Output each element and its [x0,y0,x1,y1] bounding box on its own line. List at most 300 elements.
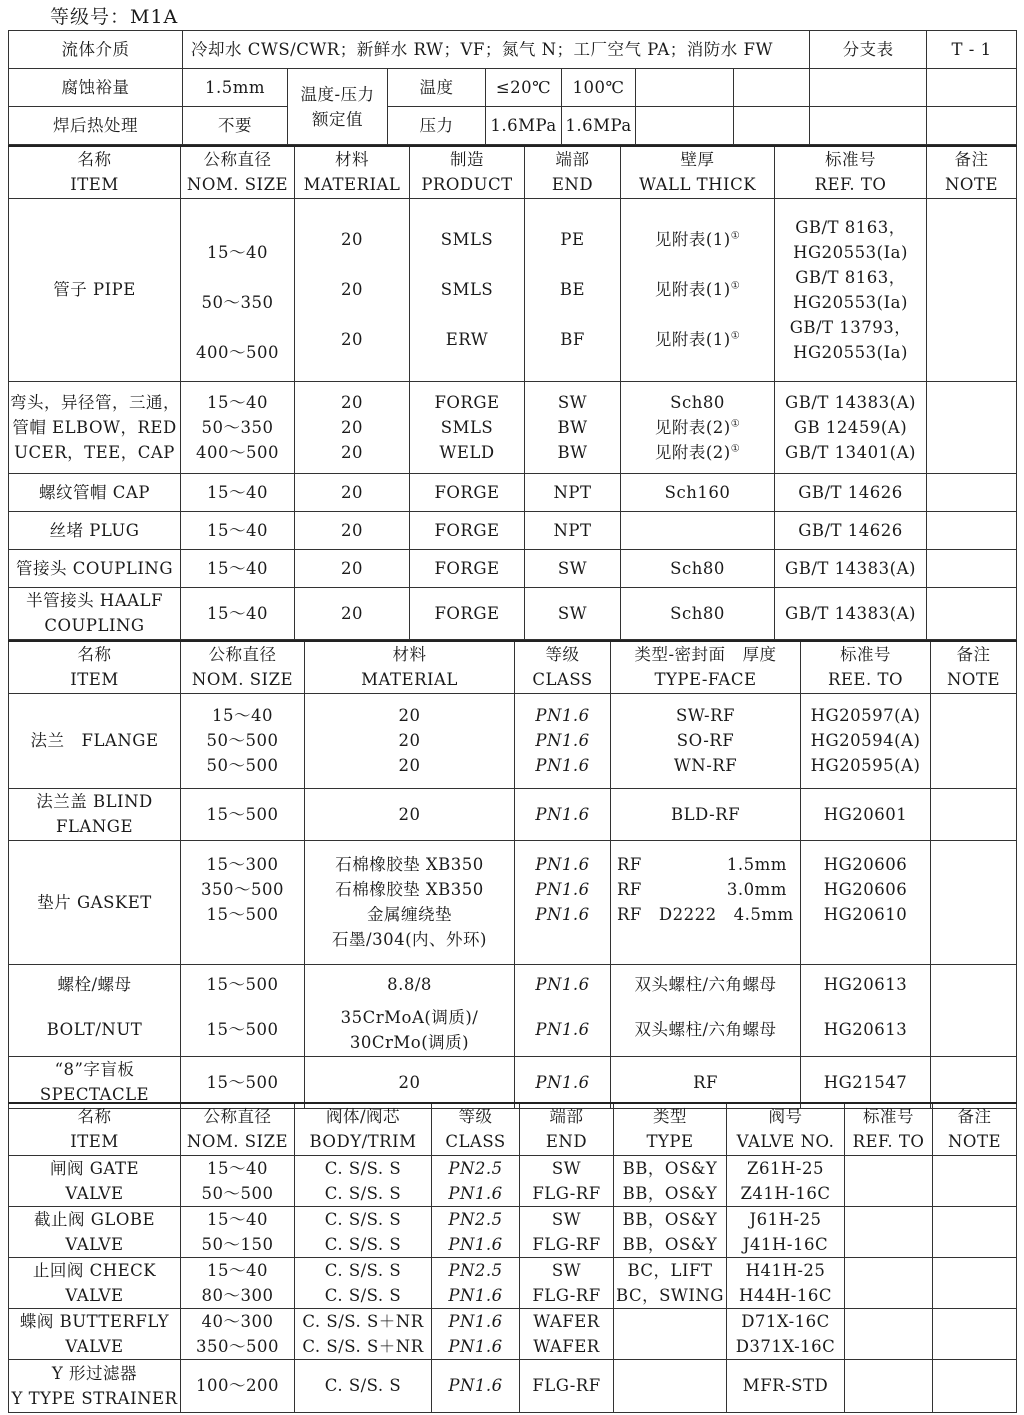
table-cell [181,1155,295,1206]
cell-text: 等级 [458,1107,493,1127]
table-cell: 螺栓/螺母 [9,964,181,1004]
cell-text: SMLS [440,230,494,249]
size-cell [181,198,295,381]
cell-text: 弯头，异径管，三通， [10,392,180,412]
pipe-fittings-table [8,145,1017,640]
cell-text: 15～40 [207,392,268,412]
table-cell: 法兰 FLANGE [9,693,181,788]
table-cell [432,1206,520,1257]
table-cell: GB/T 14383(A) [775,587,927,639]
table-cell: 20 [305,788,515,840]
cell-text: 公称直径 [203,150,272,170]
cell-text: C. S/S. S [324,1234,402,1254]
cell-text: 20 [341,442,363,462]
cell-text: UCER，TEE，CAP [14,442,175,462]
cell-text: 50～500 [201,1183,274,1203]
cell-text: 名称 [77,645,112,665]
cell-text: END [545,1132,588,1152]
cell-text: SW [557,392,588,412]
table-row [9,549,1017,587]
table-cell [9,1056,181,1108]
cell-text: 半管接头 HAALF [26,591,163,610]
table-row [9,587,1017,639]
table-cell [931,788,1017,840]
cell-text: 温度-压力 [300,84,375,104]
table-row [9,1308,1017,1359]
cell-text: REE. TO [827,670,904,690]
table-cell [181,1103,295,1155]
cell-text: BODY/TRIM [309,1132,417,1152]
pressure-value-1: 1.6MPa [486,107,562,145]
cell-text: PN1.6 [448,1311,503,1331]
cell-text: VALVE [65,1336,124,1356]
cell-text: 闸阀 GATE [50,1158,139,1178]
table-cell [927,549,1017,587]
table-row [9,788,1017,840]
cell-text: 50～500 [206,756,279,775]
cell-text: 阀号 [768,1107,803,1127]
cell-text: RF 3.0mm [617,880,787,899]
table-cell [520,1257,614,1308]
cell-text: 标准号 [825,150,876,170]
cell-text: PN2.5 [448,1209,503,1229]
cell-text: WAFER [533,1311,600,1331]
cell-text: 名称 [77,150,112,170]
cell-text: SO-RF [676,731,735,750]
table-cell [845,1257,933,1308]
cell-text: SMLS [440,417,494,437]
cell-text: NOM. SIZE [191,670,294,690]
cell-text: NOM. SIZE [186,175,289,195]
cell-text: 类型-密封面 厚度 [634,645,777,665]
table-cell: GB/T 14626 [775,473,927,511]
table-row [9,1155,1017,1206]
cell-text: PN2.5 [448,1260,503,1280]
table-cell [621,511,775,549]
cell-text: PN1.6 [535,905,590,924]
table-cell [614,1155,727,1206]
table-cell: FORGE [410,473,525,511]
cell-text: FORGE [434,392,500,412]
table-cell [614,1103,727,1155]
cell-text: REF. TO [852,1132,925,1152]
col-end [525,146,621,198]
table-cell: 15～40 [181,473,295,511]
table-cell: NPT [525,473,621,511]
cell-text: PN1.6 [535,855,590,874]
table-cell [933,1257,1017,1308]
cell-text: ① [730,443,741,454]
cell-text: 端部 [555,150,590,170]
table-cell [611,693,801,788]
table-row [9,1056,1017,1108]
table-cell [727,1206,845,1257]
table-cell [927,107,1017,145]
cell-text: HG20606 [823,855,908,874]
table-cell: HG20601 [801,788,931,840]
note-cell [927,198,1017,381]
table-cell: PN1.6 [515,964,611,1004]
cell-text: 400～500 [196,342,279,362]
cell-text: VALVE [65,1183,124,1203]
cell-text: 40～300 [201,1311,274,1331]
table-cell [845,1103,933,1155]
pressure-value-2: 1.6MPa [562,107,636,145]
table-row [9,840,1017,964]
table-cell: 20 [295,511,410,549]
cell-text: J41H-16C [742,1234,829,1254]
cell-text: ① [730,230,741,242]
cell-text: 材料 [335,150,369,170]
table-row [9,1206,1017,1257]
cell-text: PN1.6 [535,756,590,775]
cell-text: 壁厚 [680,150,715,170]
table-cell [515,840,611,964]
table-cell: 垫片 GASKET [9,840,181,964]
table-cell: MFR-STD [727,1359,845,1412]
table-cell [931,964,1017,1004]
cell-text: 管帽 ELBOW，RED [12,417,177,437]
cell-text: D371X-16C [735,1336,836,1356]
cell-text: 蝶阀 BUTTERFLY [19,1311,170,1331]
cell-text: H41H-25 [745,1260,826,1280]
cell-text: 20 [341,392,363,412]
table-cell [931,1004,1017,1056]
col-note [927,146,1017,198]
cell-text: PN1.6 [448,1234,503,1254]
cell-text: ① [730,418,741,429]
cell-text: COUPLING [44,616,145,635]
cell-text: GB 12459(A) [793,417,908,437]
table-cell [614,1359,727,1412]
flange-table [8,640,1017,1109]
table-cell [734,69,810,107]
cell-text: 备注 [954,150,989,170]
cell-text: 350～500 [196,1336,279,1356]
item-cell [9,381,181,473]
table-cell [515,693,611,788]
cell-text: SW [551,1260,582,1280]
table-cell [9,1155,181,1206]
cell-text: PE [560,230,585,249]
cell-text: GB/T 8163， [795,267,906,287]
cell-text: 管子 PIPE [53,280,136,299]
cell-text: 阀体/阀芯 [325,1107,401,1127]
table-cell: GB/T 14626 [775,511,927,549]
cell-text: 20 [398,731,421,750]
cell-text: HG20606 [823,880,908,899]
cell-text: HG20610 [823,905,908,924]
cell-text: BC，LIFT [627,1260,713,1280]
wall-cell [621,198,775,381]
table-cell [295,1206,432,1257]
table-cell [845,1155,933,1206]
header-table [8,30,1017,145]
cell-text: ERW [445,330,489,349]
table-cell [515,641,611,693]
cell-text: 额定值 [312,109,363,129]
cell-text: 类型 [653,1107,687,1127]
fluid-label: 流体介质 [9,31,183,69]
cell-text: 法兰盖 BLIND [36,792,153,811]
cell-text: C. S/S. S＋NR [302,1336,424,1356]
cell-text: 20 [398,756,421,775]
cell-text: 50～150 [201,1234,274,1254]
table-cell: 15～500 [181,1056,305,1108]
cell-text: C. S/S. S [324,1285,402,1305]
table-row [9,511,1017,549]
cell-text: 20 [341,230,363,249]
cell-text: 制造 [450,150,484,170]
cell-text: ① [730,330,741,342]
corrosion-label: 腐蚀裕量 [9,69,183,107]
table-cell [931,641,1017,693]
table-row [9,1257,1017,1308]
cell-text: PRODUCT [421,175,513,195]
cell-text: D71X-16C [741,1311,830,1331]
col-product [410,146,525,198]
table-cell: HG20613 [801,1004,931,1056]
cell-text: WALL THICK [638,175,757,195]
cell-text: 公称直径 [203,1107,272,1127]
cell-text: BB，OS&Y [622,1209,718,1229]
cell-text: PN1.6 [448,1336,503,1356]
table-cell: 15～500 [181,788,305,840]
ref-cell [775,381,927,473]
cell-text: TYPE-FACE [654,670,757,690]
table-cell [295,1155,432,1206]
cell-text: 350～500 [201,880,284,899]
table-cell [9,1257,181,1308]
table-cell: 100～200 [181,1359,295,1412]
table-cell [181,693,305,788]
cell-text: HG20597(A) [810,706,921,725]
cell-text: H44H-16C [739,1285,832,1305]
cell-text: 见附表(1) [654,230,731,249]
table-cell [927,587,1017,639]
table-cell: FORGE [410,587,525,639]
cell-text: NOM. SIZE [186,1132,289,1152]
table-cell [520,1155,614,1206]
cell-text: HG20553(Ⅰa) [793,342,908,362]
table-cell: 管接头 COUPLING [9,549,181,587]
cell-text: BW [557,417,588,437]
cell-text: 15～40 [207,242,268,262]
table-cell: 20 [295,549,410,587]
cell-text: 15～40 [207,1209,268,1229]
cell-text: 见附表(1) [654,330,731,349]
table-cell: BLD-RF [611,788,801,840]
cell-text: RF 1.5mm [617,855,787,874]
cell-text: 标准号 [840,645,891,665]
table-cell [734,107,810,145]
cell-text: HG20553(Ⅰa) [793,242,908,262]
cell-text: WN-RF [673,756,738,775]
cell-text: SW [551,1158,582,1178]
table-cell [801,693,931,788]
cell-text: NOTE [946,670,1000,690]
cell-text: 石棉橡胶垫 XB350 [335,880,484,899]
cell-text: 15～300 [206,855,279,874]
note-cell [927,381,1017,473]
table-cell: SW [525,587,621,639]
cell-text: PN1.6 [535,706,590,725]
cell-text: PN2.5 [448,1158,503,1178]
cell-text: 石棉橡胶垫 XB350 [335,855,484,874]
cell-text: VALVE [65,1285,124,1305]
table-cell [810,107,927,145]
flange-header-row [9,641,1017,693]
table-cell [9,1359,181,1412]
cell-text: FLG-RF [532,1234,601,1254]
col-size [181,146,295,198]
table-cell: 15～40 [181,549,295,587]
table-cell: FLG-RF [520,1359,614,1412]
cell-text: BE [559,280,586,299]
cell-text: 见附表(1) [654,280,731,299]
cell-text: MATERIAL [361,670,458,690]
table-cell: 15～500 [181,1004,305,1056]
table-cell [801,840,931,964]
cell-text: Sch80 [670,392,725,412]
cell-text: 备注 [957,1107,992,1127]
table-cell [520,1308,614,1359]
cell-text: J61H-25 [749,1209,822,1229]
cell-text: PN1.6 [448,1183,503,1203]
table-cell [9,587,181,639]
cell-text: SPECTACLE [39,1085,150,1104]
cell-text: 金属缠绕垫 [367,905,452,924]
cell-text: 20 [341,280,363,299]
table-row [9,381,1017,473]
table-cell: PN1.6 [515,788,611,840]
cell-text: 标准号 [863,1107,914,1127]
cell-text: FLANGE [56,817,133,836]
table-cell [305,1004,515,1056]
cell-text: REF. TO [814,175,887,195]
table-cell [727,1103,845,1155]
temp-value-2: 100℃ [562,69,636,107]
cell-text: 石墨/304(内、外环) [332,930,487,949]
table-cell [727,1308,845,1359]
cell-text: CLASS [445,1132,506,1152]
cell-text: GB/T 13793， [789,317,912,337]
document-title: 等级号：M1A [50,6,179,28]
cell-text: ① [730,280,741,292]
col-item [9,146,181,198]
table-cell [9,1308,181,1359]
cell-text: GB/T 14383(A) [785,392,916,412]
table-cell [9,788,181,840]
cell-text: C. S/S. S [324,1158,402,1178]
cell-text: MATERIAL [303,175,401,195]
table-cell [181,1257,295,1308]
table-row [9,198,1017,381]
branch-value: T - 1 [927,31,1017,69]
table-cell [305,641,515,693]
table-cell: Sch80 [621,587,775,639]
table-cell: Sch80 [621,549,775,587]
branch-label: 分支表 [810,31,927,69]
table-cell: RF [611,1056,801,1108]
cell-text: SW-RF [675,706,735,725]
cell-text: 等级 [545,645,580,665]
cell-text: C. S/S. S [324,1260,402,1280]
table-cell: HG21547 [801,1056,931,1108]
table-cell [305,840,515,964]
pressure-label: 压力 [388,107,486,145]
size-cell [181,381,295,473]
table-cell: 15～40 [181,587,295,639]
end-cell [525,381,621,473]
cell-text: FLG-RF [532,1183,601,1203]
cell-text: 备注 [956,645,991,665]
cell-text: HG20594(A) [810,731,921,750]
cell-text: 20 [341,417,363,437]
cell-text: C. S/S. S [324,1209,402,1229]
table-cell [845,1359,933,1412]
cell-text: ITEM [70,670,119,690]
table-cell [845,1206,933,1257]
cell-text: 50～350 [201,292,274,312]
table-cell [432,1308,520,1359]
cell-text: 名称 [77,1107,112,1127]
cell-text: 15～40 [207,1158,268,1178]
table-row [9,964,1017,1004]
table-cell: 15～500 [181,964,305,1004]
table-cell [931,1056,1017,1108]
cell-text: TYPE [646,1132,694,1152]
table-cell [614,1206,727,1257]
cell-text: 20 [341,330,363,349]
table-cell [727,1155,845,1206]
table-cell [614,1257,727,1308]
valve-header-row [9,1103,1017,1155]
table-cell: FORGE [410,549,525,587]
cell-text: ITEM [70,175,119,195]
cell-text: PN1.6 [535,731,590,750]
cell-text: BF [560,330,585,349]
cell-text: ITEM [70,1132,119,1152]
pwht-label: 焊后热处理 [9,107,183,145]
table-cell: PN1.6 [515,1004,611,1056]
table-cell: 丝堵 PLUG [9,511,181,549]
cell-text: 20 [398,706,421,725]
table-cell: BOLT/NUT [9,1004,181,1056]
product-cell [410,198,525,381]
cell-text: END [551,175,594,195]
table-cell: C. S/S. S [295,1359,432,1412]
table-cell [295,1308,432,1359]
temp-label: 温度 [388,69,486,107]
cell-text: RF D2222 4.5mm [617,905,794,924]
cell-text: Z41H-16C [740,1183,831,1203]
cell-text: NOTE [944,175,998,195]
cell-text: SW [551,1209,582,1229]
cell-text: WELD [439,442,495,462]
table-cell [181,1206,295,1257]
cell-text: BC，SWING [616,1285,724,1305]
table-cell [933,1103,1017,1155]
table-cell [810,69,927,107]
cell-text: SMLS [440,280,494,299]
table-cell [432,1103,520,1155]
table-cell [9,1103,181,1155]
table-cell: 8.8/8 [305,964,515,1004]
table-cell [611,641,801,693]
table-cell: FORGE [410,511,525,549]
table-cell [933,1308,1017,1359]
